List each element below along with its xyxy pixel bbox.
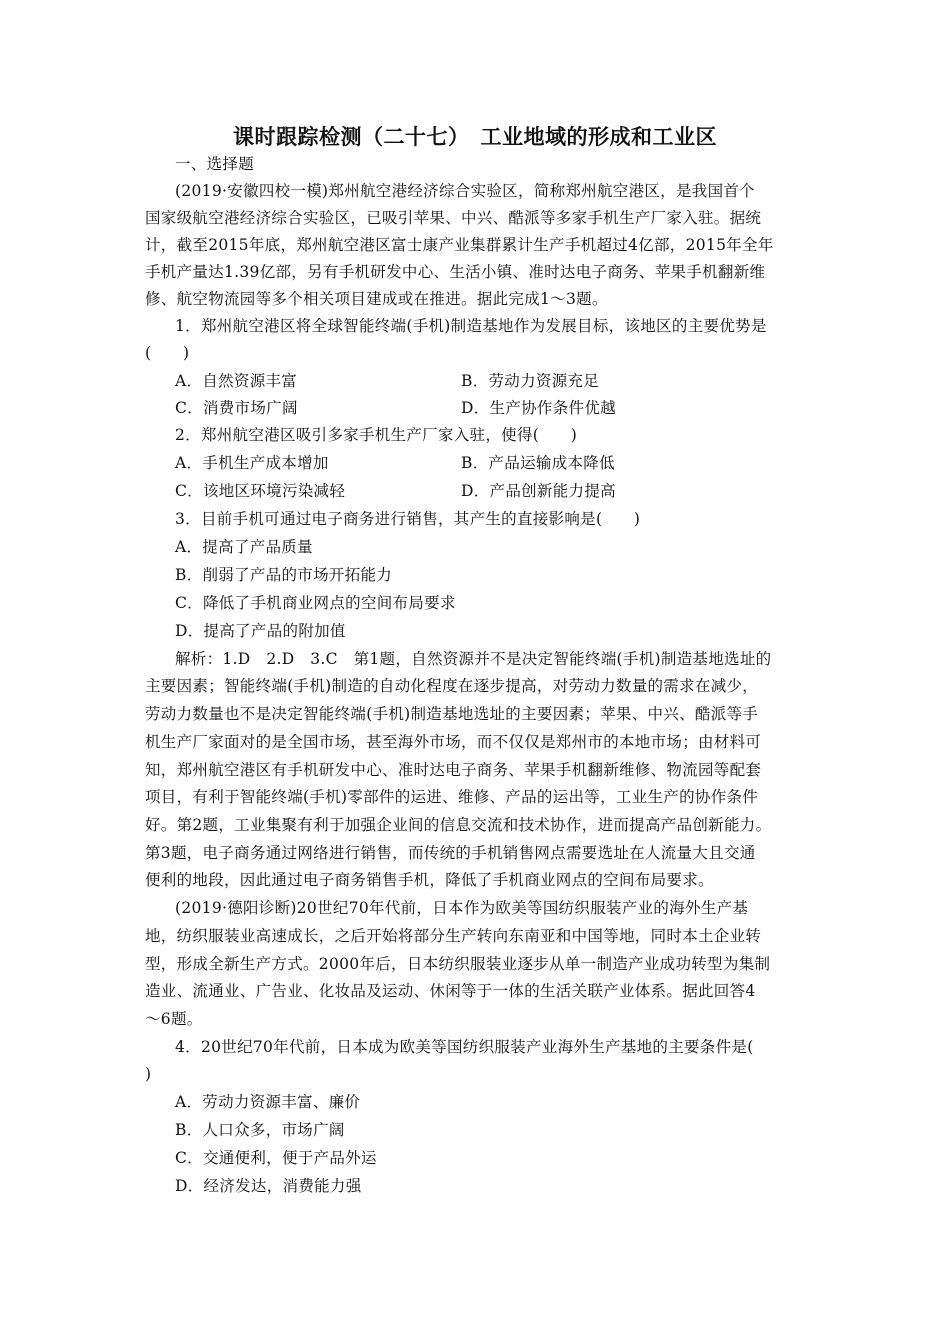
question-2-option-c: C．该地区环境污染减轻 (175, 482, 346, 500)
material-line: (2019·德阳诊断)20世纪70年代前，日本作为欧美等国纺织服装产业的海外生产基 (175, 899, 749, 917)
question-4-option-c: C．交通便利，便于产品外运 (175, 1149, 377, 1167)
material-line: 造业、流通业、广告业、化妆品及运动、休闲等于一体的生活关联产业体系。据此回答4 (145, 982, 756, 1000)
question-1-option-b: B．劳动力资源充足 (461, 372, 600, 390)
analysis-line: 主要因素；智能终端(手机)制造的自动化程度在逐步提高，对劳动力数量的需求在减少， (145, 677, 759, 695)
question-4-stem-cont: ) (145, 1065, 152, 1083)
material-line: ～6题。 (145, 1010, 203, 1028)
material-line: 计，截至2015年底，郑州航空港区富士康产业集群累计生产手机超过4亿部，2015年全年 (145, 236, 774, 254)
material-line: 修、航空物流园等多个相关项目建成或在推进。据此完成1～3题。 (145, 290, 608, 308)
material-line: 地，纺织服装业高速成长，之后开始将部分生产转向东南亚和中国等地，同时本土企业转 (145, 927, 762, 945)
question-3-option-b: B．削弱了产品的市场开拓能力 (175, 566, 393, 584)
question-2-option-b: B．产品运输成本降低 (461, 454, 615, 472)
question-3-stem: 3．目前手机可通过电子商务进行销售，其产生的直接影响是( ) (175, 510, 641, 528)
question-2-option-d: D．产品创新能力提高 (461, 482, 616, 500)
analysis-line: 便利的地段，因此通过电子商务销售手机，降低了手机商业网点的空间布局要求。 (145, 871, 714, 889)
question-1-option-a: A．自然资源丰富 (175, 372, 298, 390)
material-line: 型，形成全新生产方式。2000年后，日本纺织服装业逐步从单一制造产业成功转型为集制 (145, 955, 771, 973)
page-title: 课时跟踪检测（二十七） 工业地域的形成和工业区 (233, 124, 717, 149)
question-3-option-c: C．降低了手机商业网点的空间布局要求 (175, 594, 456, 612)
question-1-option-c: C．消费市场广阔 (175, 399, 298, 417)
question-2-stem: 2．郑州航空港区吸引多家手机生产厂家入驻，使得( ) (175, 426, 578, 444)
material-line: 国家级航空港经济综合实验区，已吸引苹果、中兴、酷派等多家手机生产厂家入驻。据统 (145, 209, 762, 227)
analysis-line: 第3题，电子商务通过网络进行销售，而传统的手机销售网点需要选址在人流量大且交通 (145, 844, 756, 862)
material-line: 手机产量达1.39亿部，另有手机研发中心、生活小镇、准时达电子商务、苹果手机翻新维 (145, 263, 766, 281)
question-1-stem-cont: ( ) (145, 344, 190, 362)
analysis-line: 好。第2题，工业集聚有利于加强企业间的信息交流和技术协作，进而提高产品创新能力。 (145, 816, 772, 834)
section-heading: 一、选择题 (175, 155, 255, 173)
material-line: (2019·安徽四校一模)郑州航空港经济综合实验区，简称郑州航空港区，是我国首个 (175, 182, 755, 200)
question-2-option-a: A．手机生产成本增加 (175, 454, 329, 472)
question-1-option-d: D．生产协作条件优越 (461, 399, 616, 417)
analysis-line: 劳动力数量也不是决定智能终端(手机)制造基地选址的主要因素；苹果、中兴、酷派等手 (145, 705, 759, 723)
analysis-line: 机生产厂家面对的是全国市场，甚至海外市场，而不仅仅是郑州市的本地市场；由材料可 (145, 733, 762, 751)
question-4-option-d: D．经济发达，消费能力强 (175, 1177, 362, 1195)
question-3-option-a: A．提高了产品质量 (175, 538, 313, 556)
analysis-line: 知，郑州航空港区有手机研发中心、准时达电子商务、苹果手机翻新维修、物流园等配套 (145, 761, 762, 779)
analysis-line: 解析：1.D 2.D 3.C 第1题，自然资源并不是决定智能终端(手机)制造基地选址的 (175, 650, 772, 668)
analysis-line: 项目，有利于智能终端(手机)零部件的运进、维修、产品的运出等，工业生产的协作条件 (145, 788, 759, 806)
question-3-option-d: D．提高了产品的附加值 (175, 622, 346, 640)
question-1-stem: 1．郑州航空港区将全球智能终端(手机)制造基地作为发展目标，该地区的主要优势是 (175, 317, 767, 335)
question-4-option-a: A．劳动力资源丰富、廉价 (175, 1093, 361, 1111)
question-4-stem: 4．20世纪70年代前，日本成为欧美等国纺织服装产业海外生产基地的主要条件是( (175, 1038, 754, 1056)
question-4-option-b: B．人口众多，市场广阔 (175, 1121, 345, 1139)
